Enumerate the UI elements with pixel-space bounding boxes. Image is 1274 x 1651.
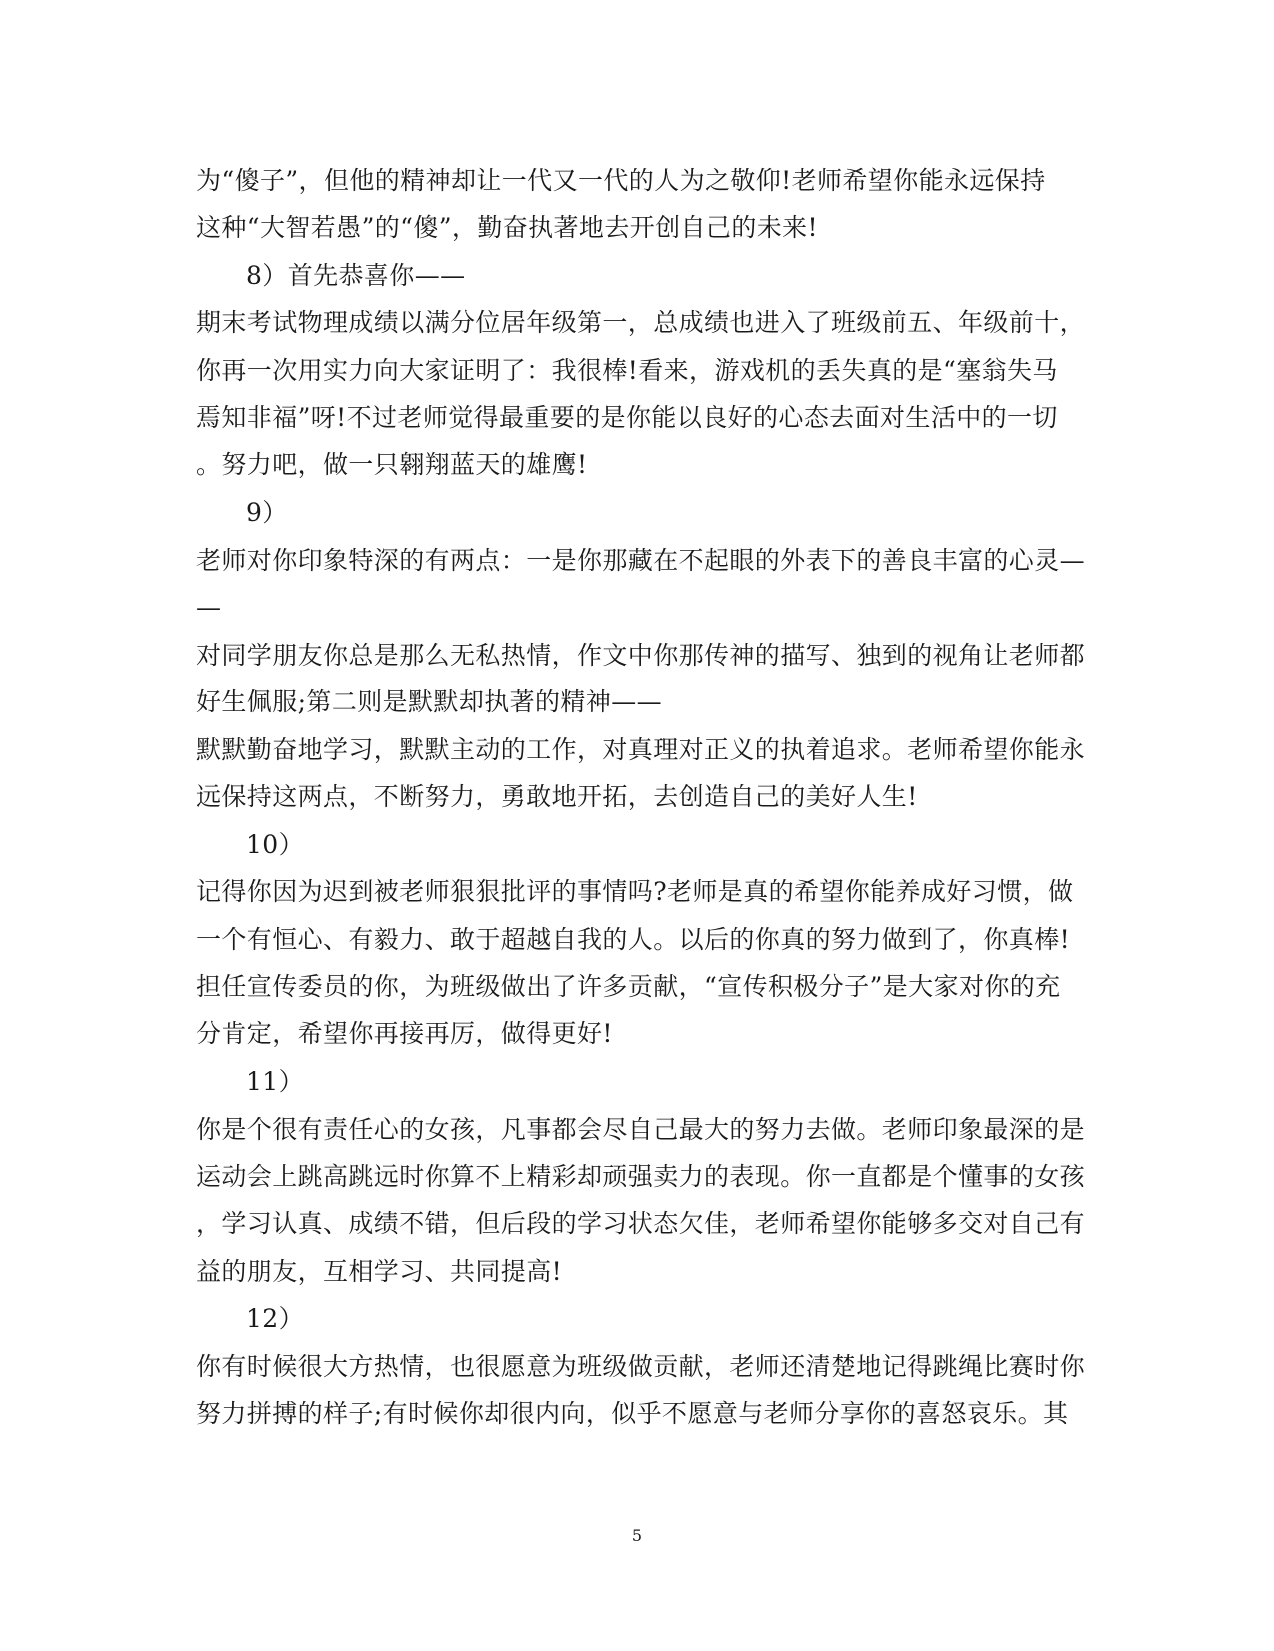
text-line: 努力拼搏的样子;有时候你却很内向，似乎不愿意与老师分享你的喜怒哀乐。其 [196,1399,1069,1428]
text-line: ，学习认真、成绩不错，但后段的学习状态欠佳，老师希望你能够多交对自己有 [196,1209,1086,1238]
text-line: 你再一次用实力向大家证明了：我很棒!看来，游戏机的丢失真的是“塞翁失马 [196,356,1058,385]
text-line: 分肯定，希望你再接再厉，做得更好! [196,1019,613,1048]
text-line: 你有时候很大方热情，也很愿意为班级做贡献，老师还清楚地记得跳绳比赛时你 [196,1352,1086,1381]
text-line: 期末考试物理成绩以满分位居年级第一，总成绩也进入了班级前五、年级前十， [196,308,1086,337]
page-number: 5 [631,1526,643,1545]
text-line: 。努力吧，做一只翱翔蓝天的雄鹰! [196,450,588,479]
text-line: 记得你因为迟到被老师狠狠批评的事情吗?老师是真的希望你能养成好习惯，做 [196,877,1074,906]
text-line: 默默勤奋地学习，默默主动的工作，对真理对正义的执着追求。老师希望你能永 [196,735,1086,764]
text-line: 担任宣传委员的你，为班级做出了许多贡献，“宣传积极分子”是大家对你的充 [196,972,1061,1001]
item-heading: 12） [246,1304,305,1333]
item-heading: 11） [246,1067,305,1096]
text-line: 你是个很有责任心的女孩，凡事都会尽自己最大的努力去做。老师印象最深的是 [196,1115,1086,1144]
text-line: — [196,593,222,622]
text-line: 焉知非福”呀!不过老师觉得最重要的是你能以良好的心态去面对生活中的一切 [196,403,1058,432]
item-heading: 9） [246,498,288,527]
item-heading: 8）首先恭喜你—— [246,261,466,290]
text-line: 好生佩服;第二则是默默却执著的精神—— [196,687,663,716]
text-line: 老师对你印象特深的有两点：一是你那藏在不起眼的外表下的善良丰富的心灵— [196,546,1086,575]
text-line: 一个有恒心、有毅力、敢于超越自我的人。以后的你真的努力做到了，你真棒! [196,925,1071,954]
text-line: 益的朋友，互相学习、共同提高! [196,1257,563,1286]
text-line: 这种“大智若愚”的“傻”，勤奋执著地去开创自己的未来! [196,213,818,242]
text-line: 运动会上跳高跳远时你算不上精彩却顽强卖力的表现。你一直都是个懂事的女孩 [196,1162,1086,1191]
text-line: 为“傻子”，但他的精神却让一代又一代的人为之敬仰!老师希望你能永远保持 [196,166,1046,195]
text-line: 远保持这两点，不断努力，勇敢地开拓，去创造自己的美好人生! [196,782,918,811]
text-line: 对同学朋友你总是那么无私热情，作文中你那传神的描写、独到的视角让老师都 [196,641,1086,670]
item-heading: 10） [246,830,305,859]
